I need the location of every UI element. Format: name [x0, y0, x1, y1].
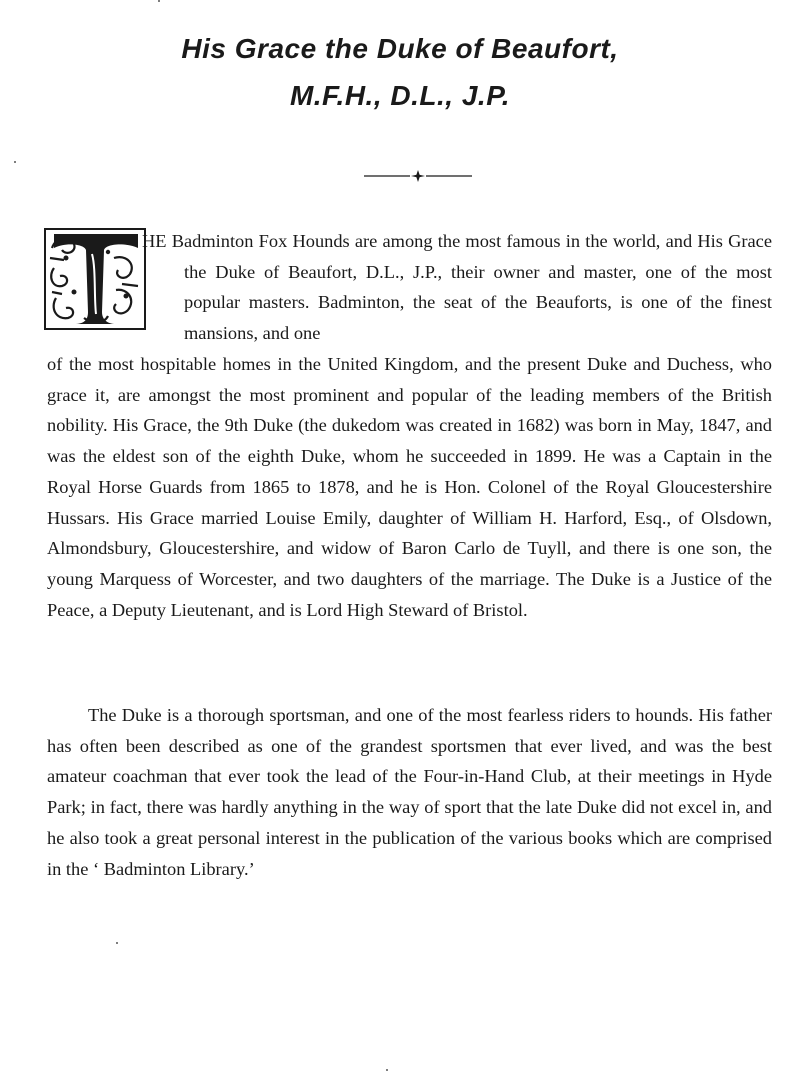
paragraph-1-opening-caps: HE — [142, 231, 167, 251]
paragraph-2: The Duke is a thorough sportsman, and one of the most fearless riders to hounds. His father has often been described as one of the grandest sportsmen that ever lived, and was the best amateur coachman that ever took the lead of the Four-in-Hand Club, at their meetings in Hyde Park; in fact, there was hardly anything in the way of sport that the late Duke did not excel in, and he also took a great personal interest in the publication of the various books which are comprised in the ‘ Badminton Library.’ — [47, 705, 772, 879]
scan-speck — [14, 161, 16, 163]
paragraph-1-continuation: of the most hospitable homes in the United Kingdom, and the present Duke and Duchess, who grace it, are amongst the most prominent and popular of the leading members of the British nobility. His Grace, the 9th Duke (the dukedom was created in 1682) was born in May, 1847, and was the eldest son of the eighth Duke, whom he succeeded in 1899. He was a Captain in the Royal Horse Guards from 1865 to 1878, and he is Hon. Colonel of the Royal Gloucestershire Hussars. His Grace married Louise Emily, daughter of William H. Harford, Esq., of Olsdown, Almondsbury, Gloucestershire, and widow of Baron Carlo de Tuyll, and there is one son, the young Marquess of Worcester, and two daughters of the marriage. The Duke is a Justice of the Peace, a Deputy Lieutenant, and is Lord High Steward of Bristol. — [47, 354, 772, 620]
section-divider-ornament — [364, 168, 472, 184]
scan-speck — [116, 942, 118, 944]
page-title: His Grace the Duke of Beaufort, — [181, 33, 619, 64]
paragraph-1-opening — [142, 226, 772, 349]
page-subtitle-honours: M.F.H., D.L., J.P. — [289, 80, 511, 111]
scan-speck — [158, 0, 160, 2]
paragraph-1-opening-text: Badminton Fox Hounds are among the most famous in the world, and His Grace the Duke of Beaufort, D.L., J.P., their owner and master, one of the most popular masters. Badminton, the seat of the Beauforts, is one of the finest mansions, and one — [171, 231, 772, 344]
scan-speck — [386, 1069, 388, 1071]
decorated-dropcap-initial — [44, 228, 146, 330]
